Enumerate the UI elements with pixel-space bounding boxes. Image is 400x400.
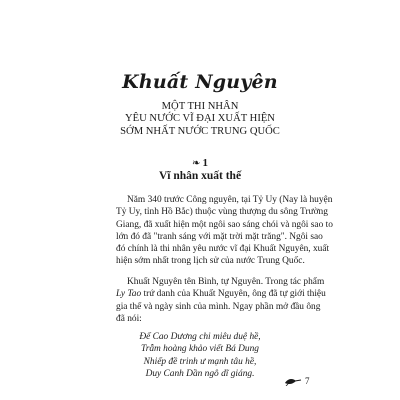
text-line: lớn đó đã "tranh sáng với mặt trời mặt trăng". Ngôi sao [116, 231, 323, 242]
chapter-number: 1 [202, 157, 208, 169]
text-line: Tỷ Uy, tỉnh Hồ Bắc) thuộc vùng thượng du sông Trường [116, 207, 328, 218]
poem-line: Duy Canh Dần ngô dĩ giáng. [145, 368, 255, 379]
paragraph [116, 276, 326, 325]
leaf-ornament-icon: ❧ [192, 158, 201, 169]
paragraph [116, 194, 333, 268]
text-line: hiện sớm nhất trong lịch sử của nước Trung Quốc. [116, 256, 305, 267]
page-number: 7 [305, 376, 310, 386]
chapter-number-heading [0, 157, 400, 169]
page-title: Khuất Nguyên [122, 71, 278, 93]
subtitle [0, 101, 400, 138]
text-line: Năm 340 trước Công nguyên, tại Tỷ Uy (Nay là huyện [127, 195, 333, 205]
text-line: đã nói: [116, 313, 142, 324]
subtitle-line: YÊU NƯỚC VĨ ĐẠI XUẤT HIỆN [125, 113, 275, 125]
poem [0, 331, 400, 380]
poem-line: Nhiếp đề trinh ư mạnh tâu hề, [143, 356, 257, 367]
leaf-ornament-icon [284, 377, 302, 386]
chapter-title: Vĩ nhân xuất thế [158, 170, 242, 182]
text-line: gia thế và ngày sinh của mình. Ngay phần mở đầu ông [116, 301, 321, 312]
poem-line: Trẫm hoàng khảo viết Bá Dung [141, 344, 259, 355]
work-title: Ly Tao [116, 289, 142, 300]
text-line: Khuất Nguyên tên Bình, tự Nguyên. Trong tác phẩm [127, 277, 325, 287]
subtitle-line: SỚM NHẤT NƯỚC TRUNG QUỐC [120, 125, 280, 137]
poem-line: Đế Cao Dương chi miêu duệ hề, [139, 332, 261, 342]
subtitle-line: MỘT THI NHÂN [161, 101, 239, 112]
text-line: Giang, đã xuất hiện một ngôi sao sáng chói và ngôi sao to [116, 219, 333, 230]
text-line: đó chính là thi nhân yêu nước vĩ đại Khuất Nguyên, xuất [116, 244, 330, 255]
text-line: Ly Tao trứ danh của Khuất Nguyên, ông đã tự giới thiệu [116, 289, 326, 300]
page-footer [284, 376, 310, 386]
